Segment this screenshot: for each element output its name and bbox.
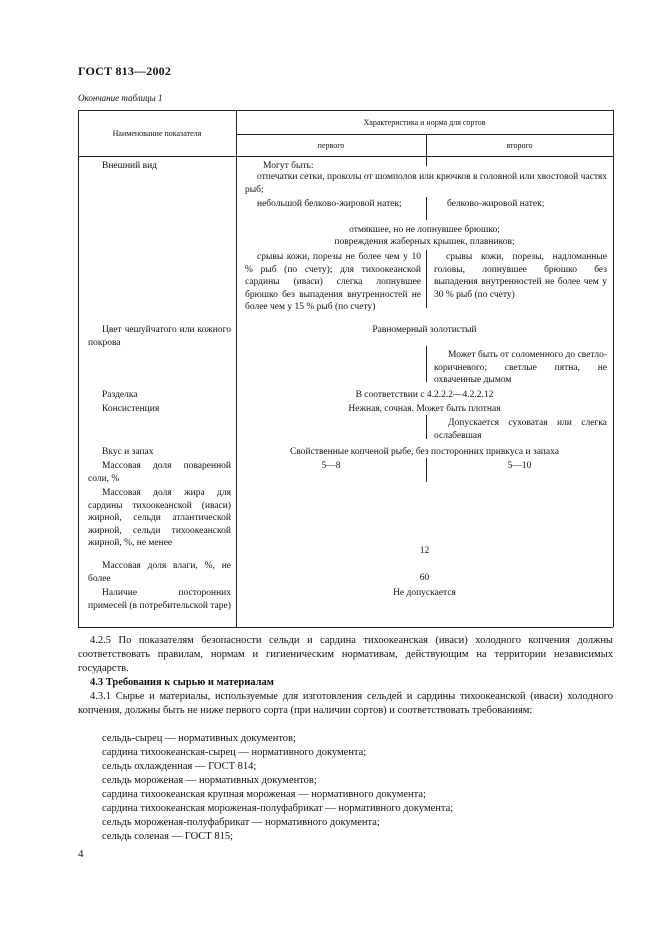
sort-column-divider-seg <box>426 250 427 308</box>
table-top-border <box>78 110 613 111</box>
appearance-second-1: белково-жировой натек; <box>447 199 545 209</box>
moisture-value: 60 <box>419 573 430 583</box>
sort-column-divider-seg <box>426 346 427 382</box>
row-label-fat: Массовая доля жира для сардины тихоокеанской (иваси) жирной, сельди атлантической жирной, сельди тихоокеанской жирной, %, не менее <box>88 488 231 548</box>
list-item: сардина тихоокеанская-сырец — нормативного документа; <box>102 747 367 758</box>
sort-column-divider-seg <box>426 197 427 220</box>
consistency-span: Нежная, сочная. Может быть плотная <box>348 404 501 414</box>
sort-column-divider-seg <box>426 458 427 482</box>
appearance-second-2: срывы кожи, порезы, надломанные головы, лопнувшее брюшко без выпадения внутренностей не более чем у 30 % рыб (по счету) <box>434 252 607 300</box>
sort-column-divider-seg <box>426 415 427 439</box>
row-label-appearance: Внешний вид <box>102 161 157 171</box>
header-characteristics: Характеристика и норма для сортов <box>363 118 486 127</box>
appearance-first-2: срывы кожи, порезы не более чем у 10 % рыб (по счету); для тихоокеанской сардины (иваси) слегка лопнувшее брюшко без выпадения внутренностей не более чем у 15 % рыб (по счету) <box>245 252 421 312</box>
list-item: сельдь мороженая-полуфабрикат — нормативного документа; <box>102 817 380 828</box>
list-item: сардина тихоокеанская крупная мороженая — нормативного документа; <box>102 789 426 800</box>
header-second-grade: второго <box>506 141 533 150</box>
paragraph-4-3-1: 4.3.1 Сырье и материалы, используемые для изготовления сельдей и сардины тихоокеанской (иваси) холодного копчения, должны быть не ниже первого сорта (при наличии сортов) и соответствовать требованиям: <box>78 691 613 716</box>
sort-column-divider-seg <box>426 156 427 166</box>
header-subdivider <box>236 134 613 135</box>
appearance-first-1: небольшой белково-жировой натек; <box>257 199 402 209</box>
list-item: сельдь-сырец — нормативных документов; <box>102 733 296 744</box>
requirements-list <box>102 732 453 844</box>
fat-value: 12 <box>419 546 430 556</box>
impurities-value: Не допускается <box>393 588 456 598</box>
table-right-border <box>613 110 614 627</box>
appearance-intro: Могут быть: <box>263 161 314 171</box>
table-bottom-border <box>78 627 613 628</box>
table-caption: Окончание таблицы 1 <box>78 93 163 103</box>
header-first-grade: первого <box>317 141 345 150</box>
page-number: 4 <box>78 848 84 860</box>
header-bottom-border <box>78 156 613 157</box>
document-code: ГОСТ 813—2002 <box>78 64 172 78</box>
table-left-border <box>78 110 79 627</box>
taste-span: Свойственные копченой рыбе, без посторонних привкуса и запаха <box>290 447 559 457</box>
row-label-color: Цвет чешуйчатого или кожного покрова <box>88 325 231 348</box>
consistency-second: Допускается суховатая или слегка ослабевшая <box>434 418 607 441</box>
row-label-taste: Вкус и запах <box>102 447 154 457</box>
row-label-consistency: Консистенция <box>102 404 160 414</box>
list-item: сардина тихоокеанская мороженая-полуфабрикат — нормативного документа; <box>102 803 454 814</box>
row-label-impurities: Наличие посторонних примесей (в потребительской таре) <box>88 588 231 611</box>
salt-second: 5—10 <box>507 461 532 471</box>
appearance-span-2a: отмякшее, но не лопнувшее брюшко; <box>349 225 500 235</box>
section-heading-4-3: 4.3 Требования к сырью и материалам <box>90 677 274 688</box>
header-indicator: Наименование показателя <box>112 129 202 138</box>
list-item: сельдь соленая — ГОСТ 815; <box>102 831 233 842</box>
list-item: сельдь мороженая — нормативных документов; <box>102 775 317 786</box>
color-second: Может быть от соломенного до светло-коричневого; светлые пятна, не охваченные дымом <box>434 350 607 385</box>
salt-first: 5—8 <box>321 461 341 471</box>
sort-column-divider <box>426 134 427 156</box>
row-label-salt: Массовая доля поваренной соли, % <box>88 461 231 484</box>
list-item: сельдь охлажденная — ГОСТ 814; <box>102 761 257 772</box>
indicator-column-divider <box>236 110 237 627</box>
appearance-span-2b: повреждения жаберных крышек, плавников; <box>334 237 515 247</box>
row-label-moisture: Массовая доля влаги, %, не более <box>88 561 231 584</box>
color-span: Равномерный золотистый <box>372 325 477 335</box>
appearance-span-1: отпечатки сетки, проколы от шомполов или крючков в головной или хвостовой частях рыб; <box>245 172 607 195</box>
cutting-span: В соответствии с 4.2.2.2—4.2.2.12 <box>355 390 494 400</box>
paragraph-4-2-5: 4.2.5 По показателям безопасности сельди и сардина тихоокеанская (иваси) холодного копчения должны соответствовать правилам, нормам и гигиеническим нормативам, действующим на территории независимых государств. <box>78 635 613 674</box>
row-label-cutting: Разделка <box>102 390 138 400</box>
